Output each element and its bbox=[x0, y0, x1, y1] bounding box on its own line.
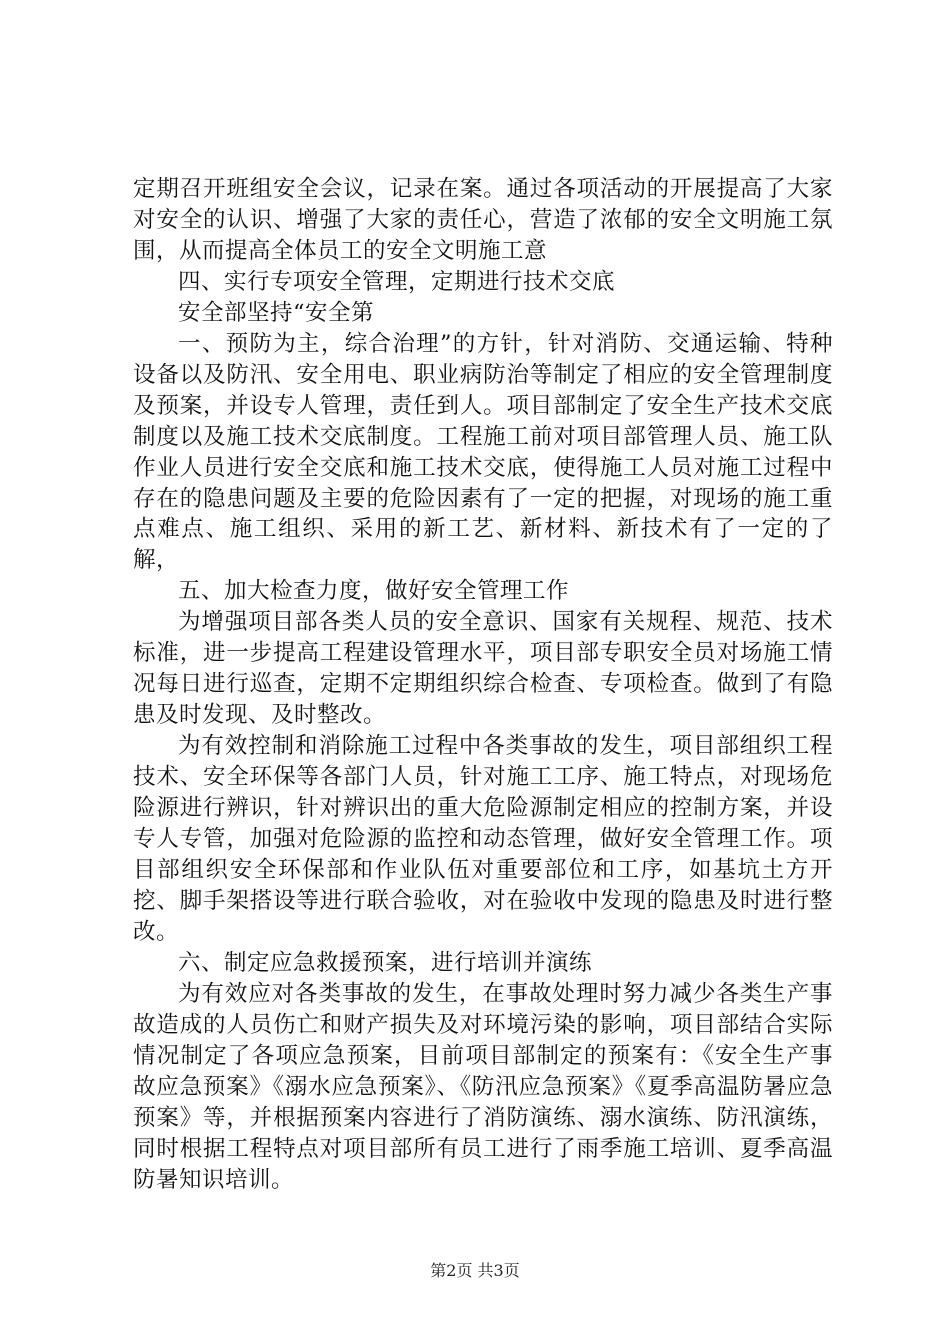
document-body bbox=[133, 174, 833, 1195]
paragraph: 为增强项目部各类人员的安全意识、国家有关规程、规范、技术标准，进一步提高工程建设管理水平，项目部专职安全员对场施工情况每日进行巡查，定期不定期组织综合检查、专项检查。做到了有隐患及时发现、及时整改。 bbox=[133, 609, 833, 729]
page-number-label: 第2页 共3页 bbox=[430, 1261, 520, 1280]
paragraph: 为有效控制和消除施工过程中各类事故的发生，项目部组织工程技术、安全环保等各部门人员，针对施工工序、施工特点，对现场危险源进行辨识，针对辨识出的重大危险源制定相应的控制方案，并设专人专管，加强对危险源的监控和动态管理，做好安全管理工作。项目部组织安全环保部和作业队伍对重要部位和工序，如基坑土方开挖、脚手架搭设等进行联合验收，对在验收中发现的隐患及时进行整改。 bbox=[133, 733, 833, 945]
paragraph: 安全部坚持“安全第 bbox=[178, 299, 375, 326]
paragraph: 一、预防为主，综合治理”的方针，针对消防、交通运输、特种设备以及防汛、安全用电、职业病防治等制定了相应的安全管理制度及预案，并设专人管理，责任到人。项目部制定了安全生产技术交底制度以及施工技术交底制度。工程施工前对项目部管理人员、施工队作业人员进行安全交底和施工技术交底，使得施工人员对施工过程中存在的隐患问题及主要的危险因素有了一定的把握，对现场的施工重点难点、施工组织、采用的新工艺、新材料、新技术有了一定的了解， bbox=[133, 330, 833, 574]
section-heading: 六、制定应急救援预案，进行培训并演练 bbox=[178, 949, 593, 976]
paragraph: 为有效应对各类事故的发生，在事故处理时努力减少各类生产事故造成的人员伤亡和财产损失及对环境污染的影响，项目部结合实际情况制定了各项应急预案，目前项目部制定的预案有：《安全生产事故应急预案》《溺水应急预案》、《防汛应急预案》《夏季高温防暑应急预案》等，并根据预案内容进行了消防演练、溺水演练、防汛演练，同时根据工程特点对项目部所有员工进行了雨季施工培训、夏季高温防暑知识培训。 bbox=[133, 980, 833, 1193]
paragraph: 定期召开班组安全会议，记录在案。通过各项活动的开展提高了大家对安全的认识、增强了大家的责任心，营造了浓郁的安全文明施工氛围，从而提高全体员工的安全文明施工意 bbox=[133, 176, 833, 264]
section-heading: 四、实行专项安全管理，定期进行技术交底 bbox=[178, 268, 616, 295]
section-heading: 五、加大检查力度，做好安全管理工作 bbox=[178, 578, 570, 605]
page-footer bbox=[0, 1261, 950, 1281]
